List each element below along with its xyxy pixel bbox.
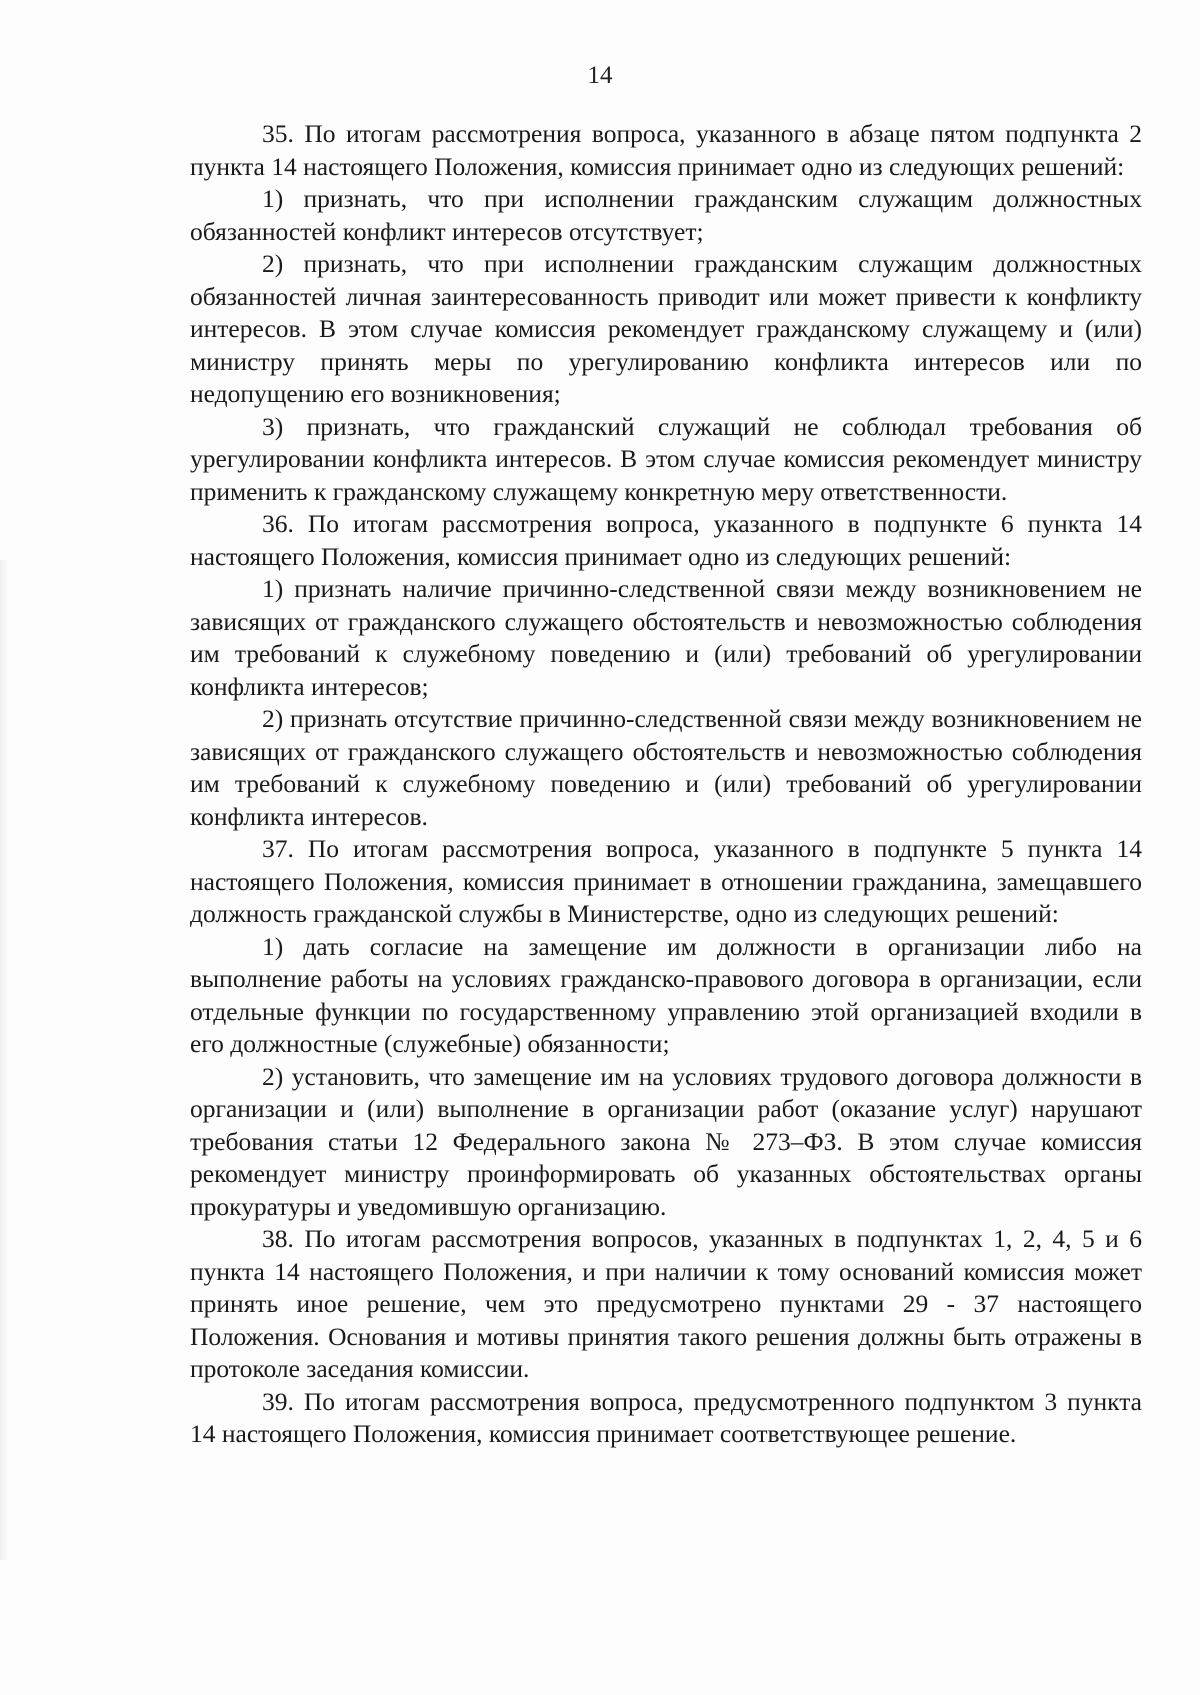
paragraph-37-item-2: 2) установить, что замещение им на условиях трудового договора должности в организации и (или) выполнение в организации работ (оказание услуг) нарушают требования статьи 12 Федерального закона № 273–ФЗ. В этом случае комиссия рекомендует министру проинформировать об указанных обстоятельствах органы прокуратуры и уведомившую организацию. <box>190 1061 1142 1221</box>
paragraph-35-item-1: 1) признать, что при исполнении гражданским служащим должностных обязанностей конфликт интересов отсутствует; <box>190 184 1142 246</box>
scan-edge-shadow <box>0 560 8 1560</box>
paragraph-37-item-1: 1) дать согласие на замещение им должности в организации либо на выполнение работы на условиях гражданско-правового договора в организации, если отдельные функции по государственному управлению этой организацией входили в его должностные (служебные) обязанности; <box>190 931 1142 1058</box>
paragraph-35: 35. По итогам рассмотрения вопроса, указанного в абзаце пятом подпункта 2 пункта 14 настоящего Положения, комиссия принимает одно из следующих решений: <box>190 119 1142 181</box>
paragraph-35-item-2: 2) признать, что при исполнении гражданским служащим должностных обязанностей личная заинтересованность приводит или может привести к конфликту интересов. В этом случае комиссия рекомендует гражданскому служащему и (или) министру принять меры по урегулированию конфликта интересов или по недопущению его возникновения; <box>190 249 1142 408</box>
paragraph-38: 38. По итогам рассмотрения вопросов, указанных в подпунктах 1, 2, 4, 5 и 6 пункта 14 настоящего Положения, и при наличии к тому оснований комиссия может принять иное решение, чем это предусмотрено пунктами 29 - 37 настоящего Положения. Основания и мотивы принятия такого решения должны быть отражены в протоколе заседания комиссии. <box>190 1224 1142 1383</box>
paragraph-36-item-2: 2) признать отсутствие причинно-следственной связи между возникновением не зависящих от гражданского служащего обстоятельств и невозможностью соблюдения им требований к служебному поведению и (или) требований об урегулировании конфликта интересов. <box>190 704 1142 831</box>
paragraph-36-item-1: 1) признать наличие причинно-следственной связи между возникновением не зависящих от гражданского служащего обстоятельств и невозможностью соблюдения им требований к служебному поведению и (или) требований об урегулировании конфликта интересов; <box>190 574 1142 701</box>
paragraph-35-item-3: 3) признать, что гражданский служащий не соблюдал требования об урегулировании конфликта интересов. В этом случае комиссия рекомендует министру применить к гражданскому служащему конкретную меру ответственности. <box>190 411 1142 506</box>
paragraph-36: 36. По итогам рассмотрения вопроса, указанного в подпункте 6 пункта 14 настоящего Положения, комиссия принимает одно из следующих решений: <box>190 509 1142 571</box>
page-number: 14 <box>587 62 613 89</box>
paragraph-39: 39. По итогам рассмотрения вопроса, предусмотренного подпунктом 3 пункта 14 настоящего Положения, комиссия принимает соответствующее решение. <box>190 1386 1142 1448</box>
paragraph-37: 37. По итогам рассмотрения вопроса, указанного в подпункте 5 пункта 14 настоящего Положения, комиссия принимает в отношении гражданина, замещавшего должность гражданской службы в Министерстве, одно из следующих решений: <box>190 834 1142 928</box>
document-body <box>190 118 1142 1451</box>
